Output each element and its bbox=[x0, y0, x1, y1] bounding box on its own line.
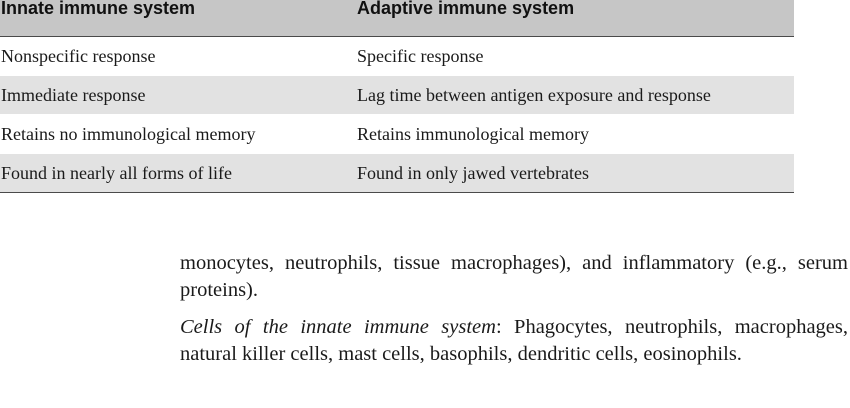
table-cell: Retains immunological memory bbox=[356, 115, 794, 154]
header-adaptive: Adaptive immune system bbox=[356, 0, 794, 37]
table-cell: Lag time between antigen exposure and response bbox=[356, 76, 794, 115]
table-row bbox=[0, 37, 794, 76]
body-text bbox=[180, 250, 848, 368]
table-row bbox=[0, 154, 794, 193]
comparison-table bbox=[0, 0, 794, 193]
italic-lead-in: Cells of the innate immune system bbox=[180, 316, 496, 338]
header-innate: Innate immune system bbox=[0, 0, 356, 37]
paragraph: monocytes, neutrophils, tissue macrophages), and inflammatory (e.g., serum proteins). bbox=[180, 252, 848, 301]
table-cell: Found in nearly all forms of life bbox=[0, 154, 356, 193]
paragraph bbox=[180, 314, 848, 368]
table-header-row bbox=[0, 0, 794, 37]
table-row bbox=[0, 76, 794, 115]
table-cell: Specific response bbox=[356, 37, 794, 76]
table-cell: Immediate response bbox=[0, 76, 356, 115]
paragraph-text: : Phagocytes, neutrophils, macrophages, natural killer cells, mast cells, basophils, dendritic cells, eosinophils. bbox=[180, 316, 848, 365]
table-cell: Found in only jawed vertebrates bbox=[356, 154, 794, 193]
table-row bbox=[0, 115, 794, 154]
table-cell: Nonspecific response bbox=[0, 37, 356, 76]
table-cell: Retains no immunological memory bbox=[0, 115, 356, 154]
